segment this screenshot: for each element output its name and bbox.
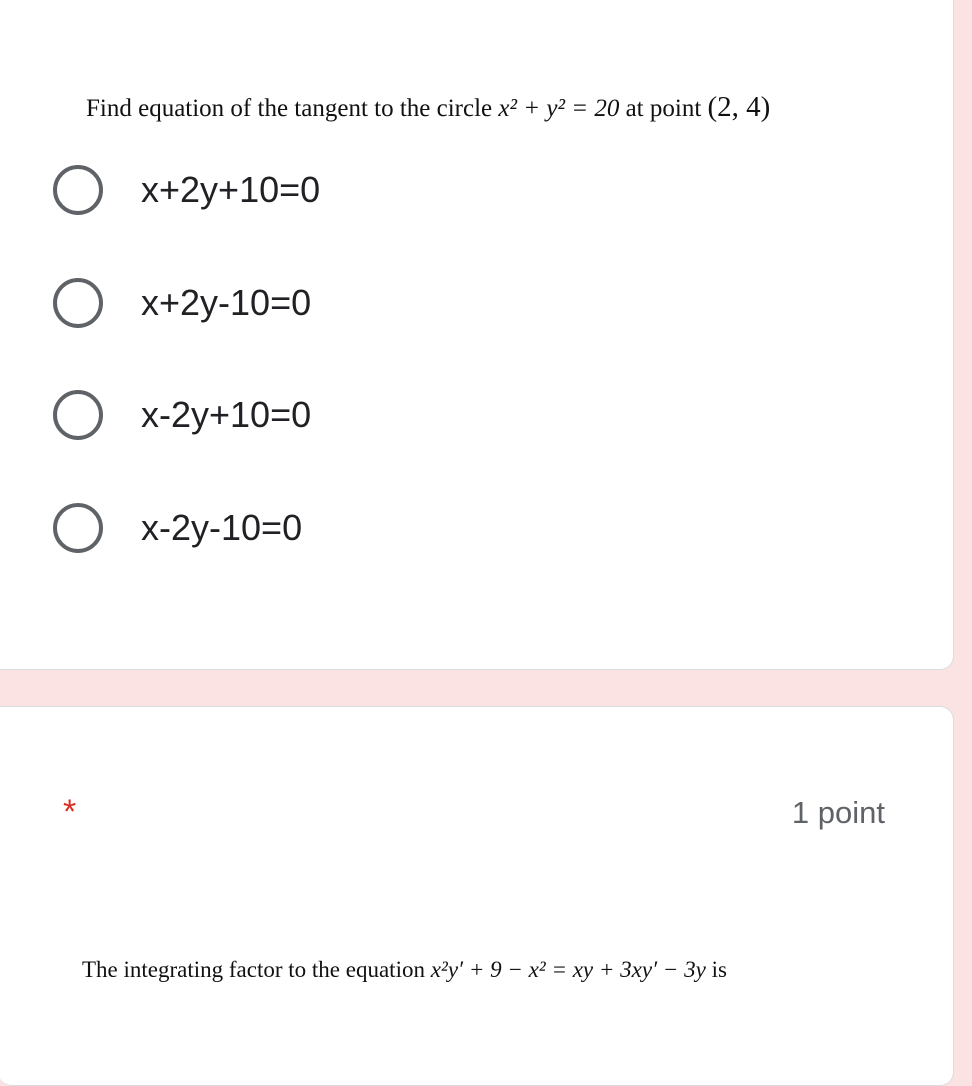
required-asterisk: * xyxy=(63,793,77,831)
radio-button[interactable] xyxy=(53,165,103,215)
question-2-prefix: The integrating factor to the equation xyxy=(82,957,431,982)
background-strip xyxy=(956,0,972,1048)
question-1-mid: at point xyxy=(619,95,708,122)
points-label: 1 point xyxy=(791,795,885,830)
option-label: x-2y-10=0 xyxy=(141,507,303,548)
option-label: x+2y+10=0 xyxy=(141,169,321,210)
question-1-equation: x² + y² = 20 xyxy=(498,95,620,122)
radio-button[interactable] xyxy=(53,390,103,440)
question-card-2 xyxy=(0,706,954,1086)
question-2-text xyxy=(82,957,727,983)
option-2[interactable] xyxy=(53,275,311,331)
option-label: x-2y+10=0 xyxy=(141,394,312,435)
question-2-equation: x²y′ + 9 − x² = xy + 3xy′ − 3y xyxy=(430,957,706,982)
question-1-text xyxy=(86,91,770,124)
question-2-suffix: is xyxy=(705,957,727,982)
option-3[interactable] xyxy=(53,387,311,443)
radio-button[interactable] xyxy=(53,278,103,328)
question-1-point: (2, 4) xyxy=(707,91,771,123)
question-1-prefix: Find equation of the tangent to the circle xyxy=(86,95,499,122)
radio-button[interactable] xyxy=(53,503,103,553)
option-4[interactable] xyxy=(53,500,302,556)
option-label: x+2y-10=0 xyxy=(141,282,312,323)
option-1[interactable] xyxy=(53,162,320,218)
